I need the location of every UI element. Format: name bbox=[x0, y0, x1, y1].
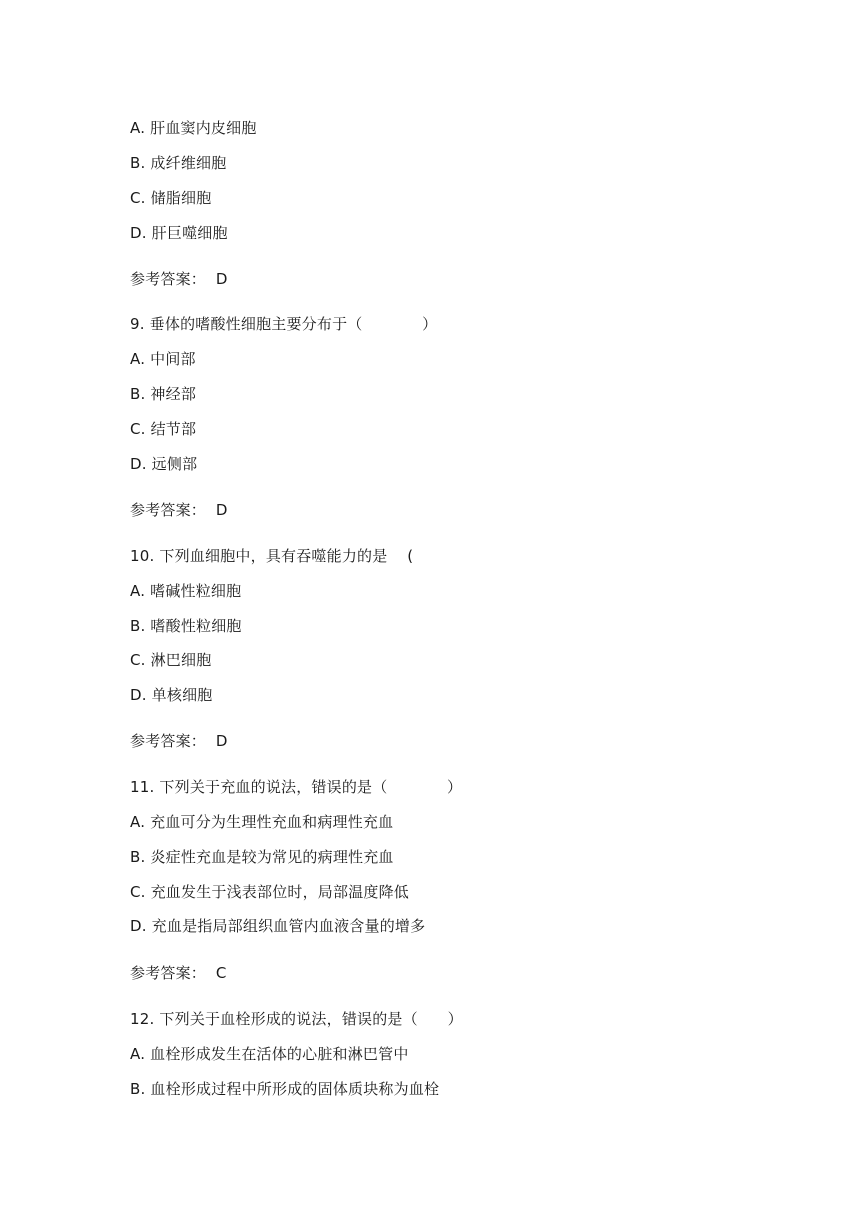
q12-question: 12. 下列关于血栓形成的说法，错误的是（ ） bbox=[130, 1010, 463, 1028]
q11-option-a: A. 充血可分为生理性充血和病理性充血 bbox=[130, 813, 394, 831]
q12-option-a: A. 血栓形成发生在活体的心脏和淋巴管中 bbox=[130, 1045, 409, 1063]
q8-option-d: D. 肝巨噬细胞 bbox=[130, 224, 228, 242]
q8-option-c: C. 储脂细胞 bbox=[130, 189, 212, 207]
q10-option-a: A. 嗜碱性粒细胞 bbox=[130, 582, 242, 600]
q10-option-b: B. 嗜酸性粒细胞 bbox=[130, 617, 242, 635]
q9-answer: 参考答案： D bbox=[130, 501, 228, 519]
q12-option-b: B. 血栓形成过程中所形成的固体质块称为血栓 bbox=[130, 1080, 440, 1098]
q11-option-c: C. 充血发生于浅表部位时，局部温度降低 bbox=[130, 883, 410, 901]
q10-option-c: C. 淋巴细胞 bbox=[130, 651, 212, 669]
q9-option-d: D. 远侧部 bbox=[130, 455, 198, 473]
q9-option-a: A. 中间部 bbox=[130, 350, 196, 368]
q9-option-b: B. 神经部 bbox=[130, 385, 197, 403]
q11-question: 11. 下列关于充血的说法，错误的是（ ） bbox=[130, 778, 463, 796]
q9-option-c: C. 结节部 bbox=[130, 420, 197, 438]
q8-option-a: A. 肝血窦内皮细胞 bbox=[130, 119, 257, 137]
q9-question: 9. 垂体的嗜酸性细胞主要分布于（ ） bbox=[130, 315, 438, 333]
q10-answer: 参考答案： D bbox=[130, 732, 228, 750]
q10-option-d: D. 单核细胞 bbox=[130, 686, 213, 704]
q8-option-b: B. 成纤维细胞 bbox=[130, 154, 227, 172]
q11-answer: 参考答案： C bbox=[130, 964, 227, 982]
q11-option-d: D. 充血是指局部组织血管内血液含量的增多 bbox=[130, 917, 426, 935]
q10-question: 10. 下列血细胞中，具有吞噬能力的是 ( bbox=[130, 547, 414, 565]
q11-option-b: B. 炎症性充血是较为常见的病理性充血 bbox=[130, 848, 394, 866]
q8-answer: 参考答案： D bbox=[130, 270, 228, 288]
